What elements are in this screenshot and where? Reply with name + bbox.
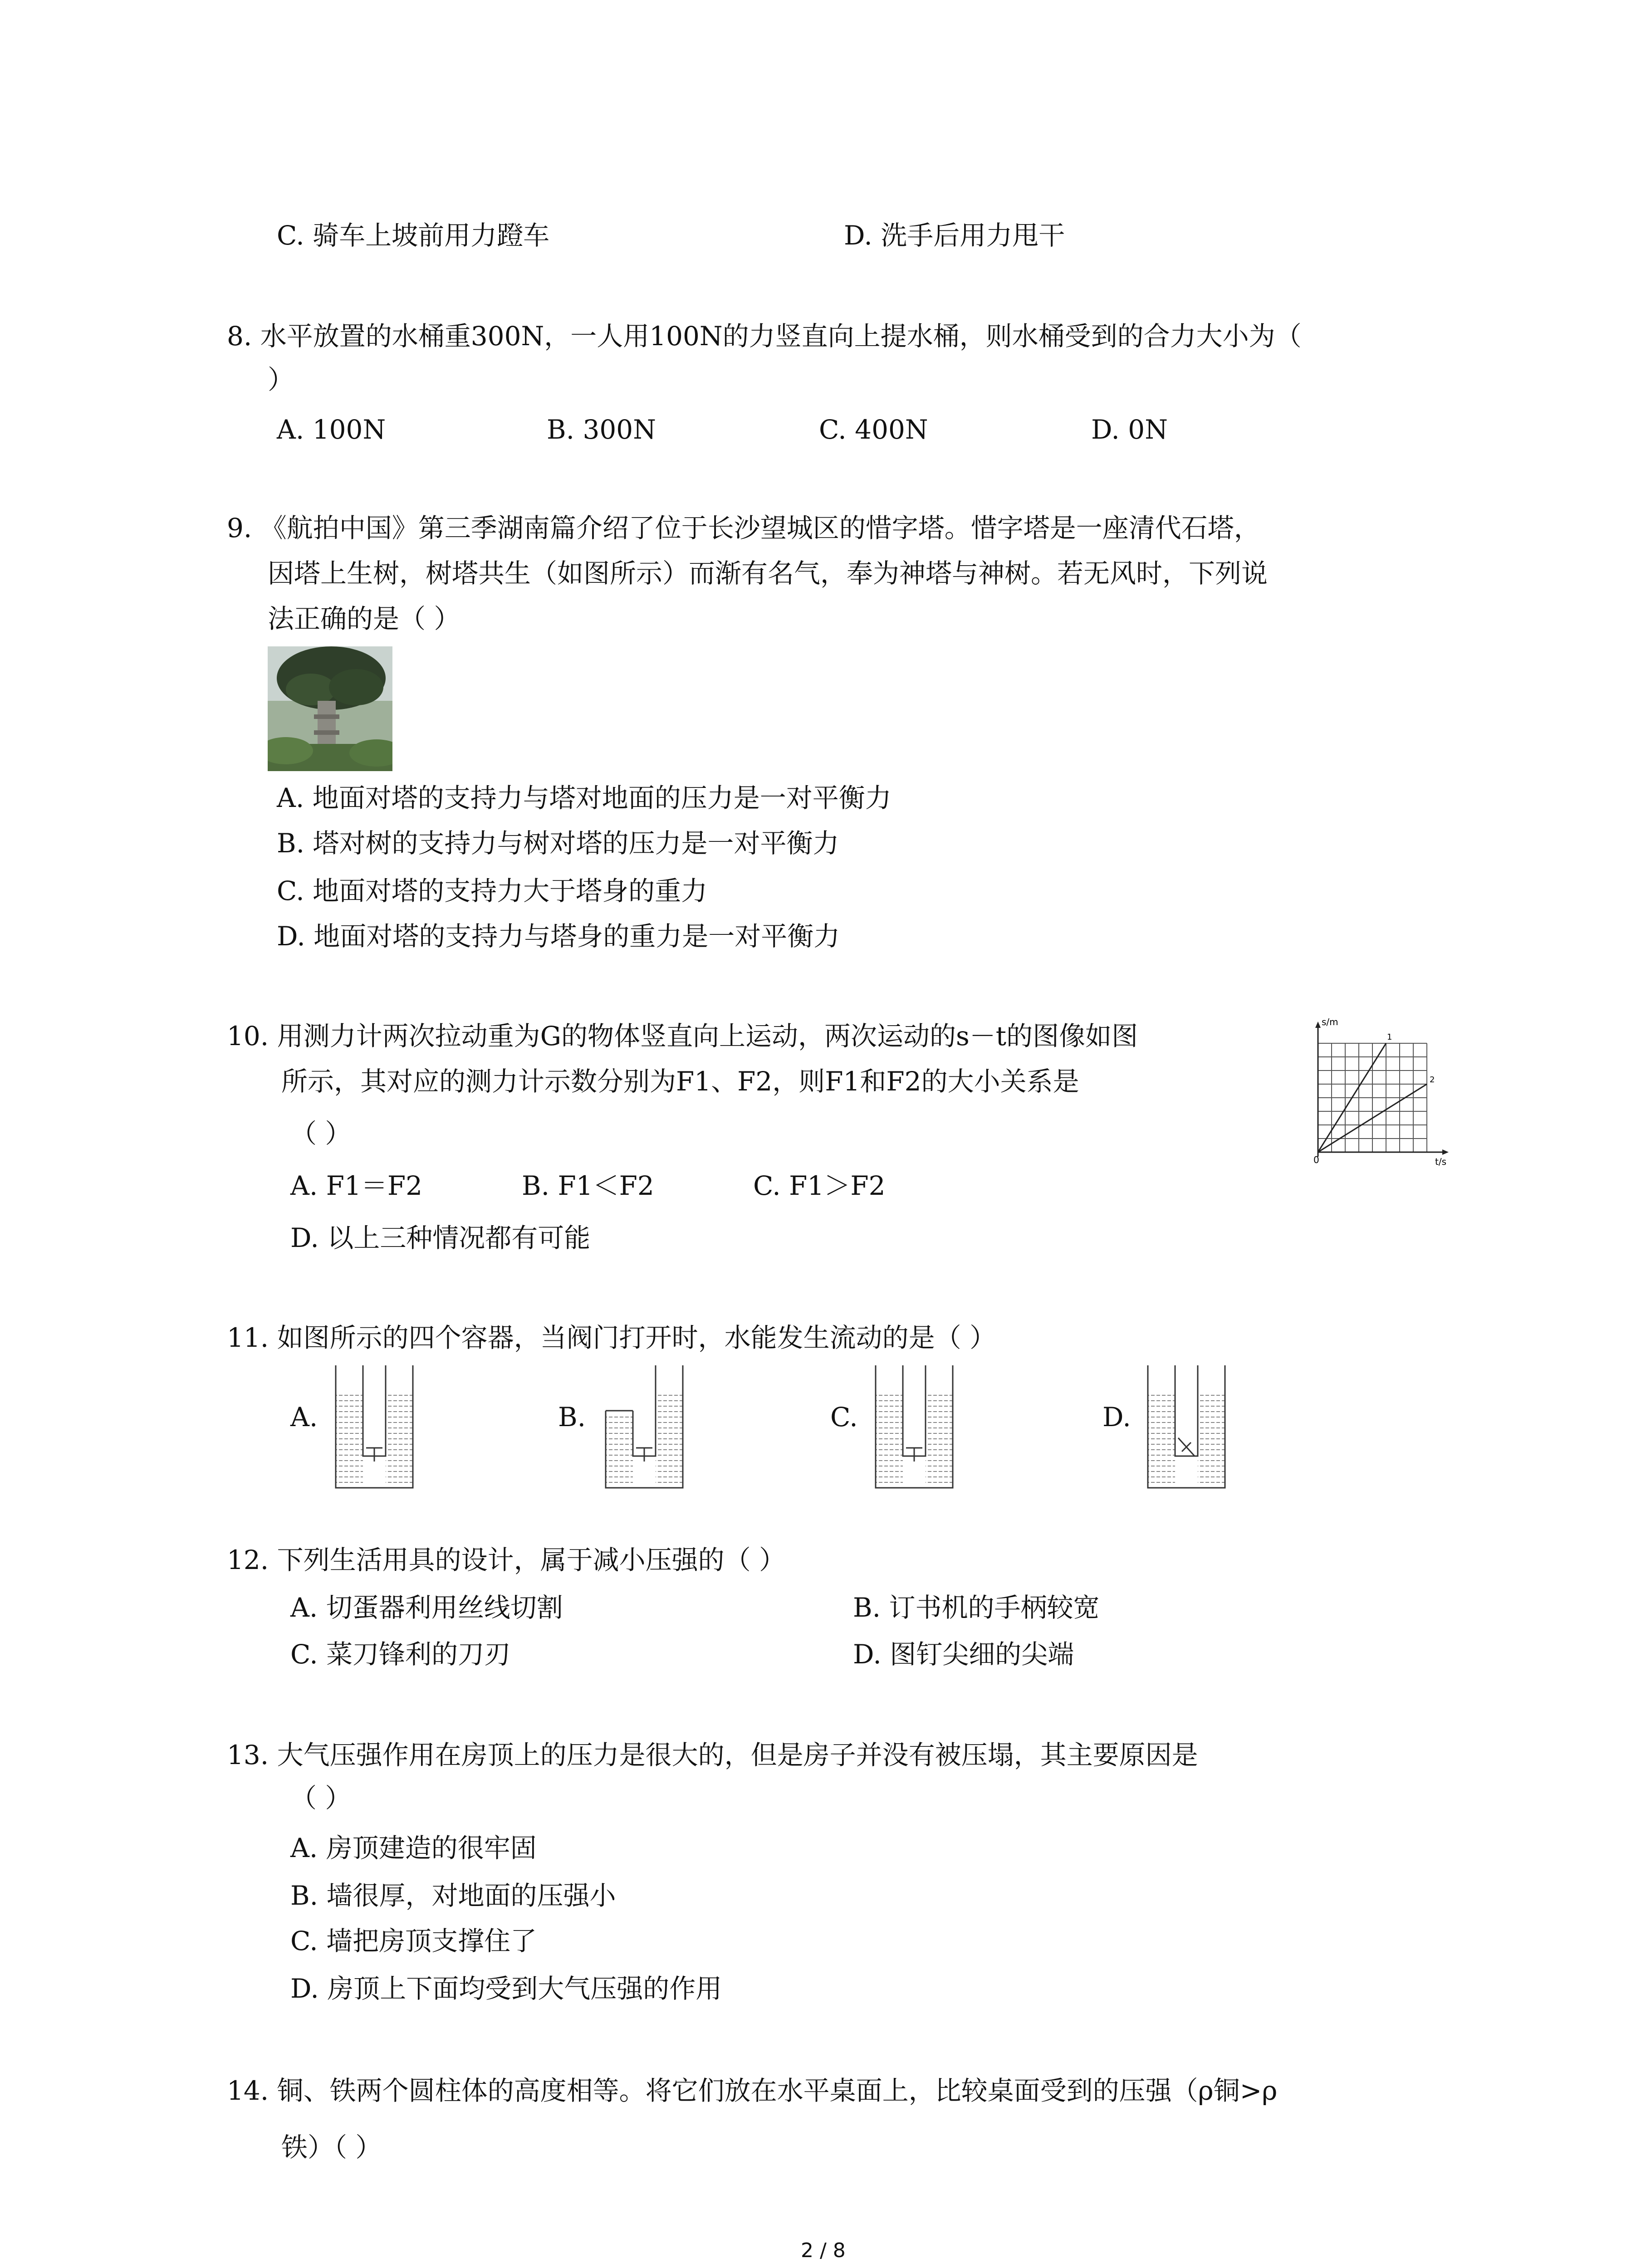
graph-x-arrow [1442,1149,1449,1155]
q8-option-a: A. 100N [277,414,386,445]
q12-option-d: D. 图钉尖细的尖端 [853,1639,1074,1670]
q11-stem: 11. 如图所示的四个容器，当阀门打开时，水能发生流动的是（ ） [227,1322,996,1353]
q10-option-c: C. F1＞F2 [753,1170,886,1201]
q11-option-c: C. [830,1402,858,1432]
q9-stem-line2: 因塔上生树，树塔共生（如图所示）而渐有名气，奉为神塔与神树。若无风时，下列说 [268,558,1268,589]
tower-tree-photo [268,646,392,771]
q9-stem-line1: 9. 《航拍中国》第三季湖南篇介绍了位于长沙望城区的惜字塔。惜字塔是一座清代石塔， [227,513,1260,543]
q9-stem-line3: 法正确的是（ ） [268,603,460,634]
q14-stem-line2: 铁）（ ） [281,2132,382,2163]
container-figure-a [333,1365,415,1492]
q8-option-d: D. 0N [1091,414,1168,445]
q11-option-b: B. [558,1402,586,1432]
q12-option-b: B. 订书机的手柄较宽 [853,1592,1100,1623]
q9-option-d: D. 地面对塔的支持力与塔身的重力是一对平衡力 [277,921,840,952]
q13-option-c: C. 墙把房顶支撑住了 [290,1926,537,1956]
container-figure-c [873,1365,955,1492]
graph-line-1-label: 1 [1387,1032,1392,1042]
q9-option-a: A. 地面对塔的支持力与塔对地面的压力是一对平衡力 [277,782,892,813]
q8-option-b: B. 300N [547,414,656,445]
q7-option-c: C. 骑车上坡前用力蹬车 [277,220,550,251]
q10-option-d: D. 以上三种情况都有可能 [290,1222,591,1253]
q13-option-a: A. 房顶建造的很牢固 [290,1833,537,1863]
q10-stem-line1: 10. 用测力计两次拉动重为G的物体竖直向上运动，两次运动的s－t的图像如图 [227,1021,1138,1051]
q7-option-d: D. 洗手后用力甩干 [844,220,1065,251]
graph-y-arrow [1315,1022,1321,1028]
q12-option-a: A. 切蛋器利用丝线切割 [290,1592,563,1623]
q12-option-c: C. 菜刀锋利的刀刃 [290,1639,511,1670]
q8-stem-line2: ） [268,364,294,395]
s-t-graph [1295,1012,1459,1168]
graph-origin-label: 0 [1313,1154,1319,1165]
graph-line-2-label: 2 [1430,1075,1435,1085]
q13-option-d: D. 房顶上下面均受到大气压强的作用 [290,1973,722,2004]
q10-option-a: A. F1＝F2 [290,1170,423,1201]
tower-tree-photo-drawing [268,646,392,771]
q13-option-b: B. 墙很厚，对地面的压强小 [290,1880,616,1911]
q9-option-c: C. 地面对塔的支持力大于塔身的重力 [277,875,708,906]
graph-y-label: s/m [1322,1017,1338,1027]
container-figure-b [603,1365,685,1492]
graph-x-label: t/s [1435,1156,1446,1166]
q10-stem-line3: （ ） [290,1118,352,1149]
container-figure-d [1146,1365,1227,1492]
q13-stem-line1: 13. 大气压强作用在房顶上的压力是很大的，但是房子并没有被压塌，其主要原因是 [227,1740,1198,1770]
q10-stem-line2: 所示，其对应的测力计示数分别为F1、F2，则F1和F2的大小关系是 [281,1066,1079,1097]
q11-option-d: D. [1102,1402,1131,1432]
q11-option-a: A. [290,1402,318,1432]
q10-option-b: B. F1＜F2 [522,1170,654,1201]
q8-stem-line1: 8. 水平放置的水桶重300N，一人用100N的力竖直向上提水桶，则水桶受到的合力大小为（ [227,321,1302,352]
q14-stem-line1: 14. 铜、铁两个圆柱体的高度相等。将它们放在水平桌面上，比较桌面受到的压强（ρ铜>ρ [227,2075,1278,2106]
graph-grid [1318,1043,1427,1152]
q13-stem-line2: （ ） [290,1783,352,1813]
page-number: 2 / 8 [801,2239,846,2262]
q8-option-c: C. 400N [819,414,928,445]
q12-stem: 12. 下列生活用具的设计，属于减小压强的（ ） [227,1545,786,1575]
q9-option-b: B. 塔对树的支持力与树对塔的压力是一对平衡力 [277,828,839,859]
